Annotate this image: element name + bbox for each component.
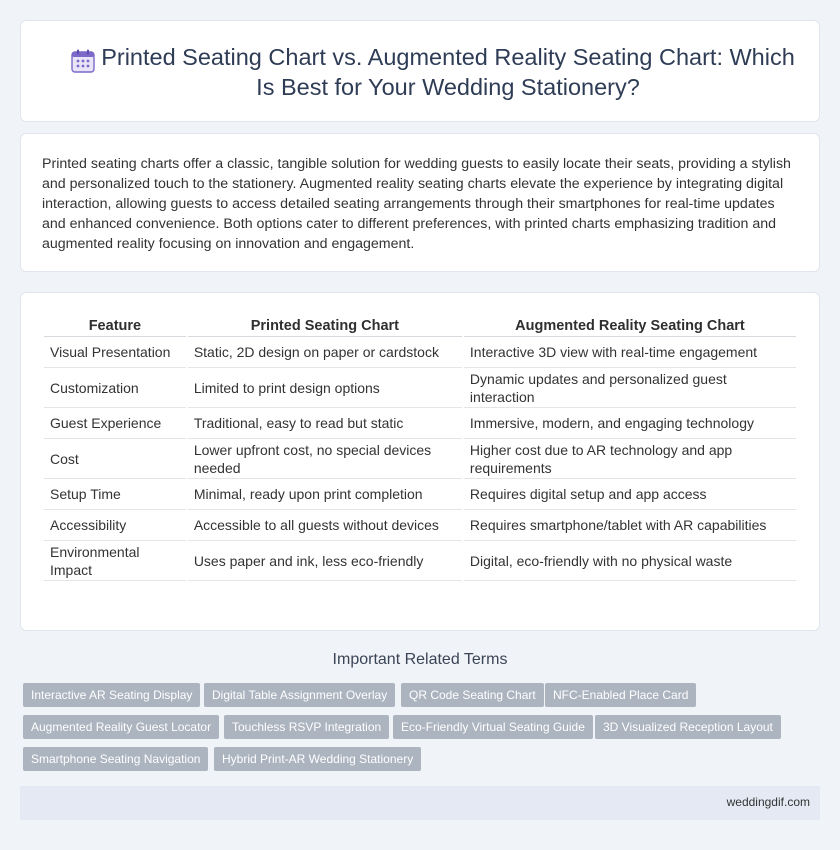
related-term-tag[interactable]: 3D Visualized Reception Layout (595, 715, 781, 739)
ar-cell: Immersive, modern, and engaging technology (464, 408, 796, 439)
table-header-row (44, 315, 796, 337)
table-row (44, 439, 796, 479)
related-terms-heading: Important Related Terms (332, 651, 508, 668)
related-term-tag[interactable]: Touchless RSVP Integration (224, 715, 389, 739)
ar-cell: Dynamic updates and personalized guest interaction (464, 368, 796, 408)
related-term-tag[interactable]: Augmented Reality Guest Locator (23, 715, 219, 739)
printed-cell: Static, 2D design on paper or cardstock (188, 337, 462, 368)
printed-cell: Traditional, easy to read but static (188, 408, 462, 439)
table-row (44, 479, 796, 510)
comparison-table (42, 315, 798, 581)
table-row (44, 337, 796, 368)
printed-cell: Lower upfront cost, no special devices needed (188, 439, 462, 479)
intro-card (20, 133, 820, 272)
column-header-printed: Printed Seating Chart (188, 315, 462, 337)
table-row (44, 510, 796, 541)
feature-cell: Environmental Impact (44, 541, 186, 581)
column-header-ar: Augmented Reality Seating Chart (464, 315, 796, 337)
ar-cell: Requires digital setup and app access (464, 479, 796, 510)
title-card (20, 20, 820, 122)
ar-cell: Interactive 3D view with real-time engagement (464, 337, 796, 368)
related-term-tag[interactable]: Smartphone Seating Navigation (23, 747, 208, 771)
printed-cell: Accessible to all guests without devices (188, 510, 462, 541)
ar-cell: Requires smartphone/tablet with AR capabilities (464, 510, 796, 541)
comparison-card (20, 292, 820, 631)
feature-cell: Accessibility (44, 510, 186, 541)
related-term-tag[interactable]: Eco-Friendly Virtual Seating Guide (393, 715, 593, 739)
table-row (44, 408, 796, 439)
column-header-feature: Feature (44, 315, 186, 337)
feature-cell: Visual Presentation (44, 337, 186, 368)
footer (20, 786, 820, 820)
related-term-tag[interactable]: NFC-Enabled Place Card (545, 683, 696, 707)
feature-cell: Cost (44, 439, 186, 479)
related-term-tag[interactable]: Interactive AR Seating Display (23, 683, 200, 707)
page-title: Printed Seating Chart vs. Augmented Reality Seating Chart: Which Is Best for Your Wedding Stationery? (101, 44, 795, 100)
ar-cell: Higher cost due to AR technology and app requirements (464, 439, 796, 479)
feature-cell: Guest Experience (44, 408, 186, 439)
ar-cell: Digital, eco-friendly with no physical waste (464, 541, 796, 581)
feature-cell: Customization (44, 368, 186, 408)
related-term-tag[interactable]: Digital Table Assignment Overlay (204, 683, 395, 707)
table-row (44, 541, 796, 581)
feature-cell: Setup Time (44, 479, 186, 510)
printed-cell: Uses paper and ink, less eco-friendly (188, 541, 462, 581)
printed-cell: Minimal, ready upon print completion (188, 479, 462, 510)
footer-site-name: weddingdif.com (726, 795, 810, 809)
intro-paragraph: Printed seating charts offer a classic, tangible solution for wedding guests to easily locate their seats, providing a stylish and personalized touch to the stationery. Augmented reality seating charts elevate the experience by integrating digital interaction, allowing guests to access detailed seating arrangements through their smartphones for real-time updates and enhanced convenience. Both options cater to different preferences, with printed charts emphasizing tradition and augmented reality focusing on innovation and engagement. (42, 156, 791, 252)
table-row (44, 368, 796, 408)
printed-cell: Limited to print design options (188, 368, 462, 408)
related-term-tag[interactable]: Hybrid Print-AR Wedding Stationery (214, 747, 421, 771)
related-term-tag[interactable]: QR Code Seating Chart (401, 683, 544, 707)
